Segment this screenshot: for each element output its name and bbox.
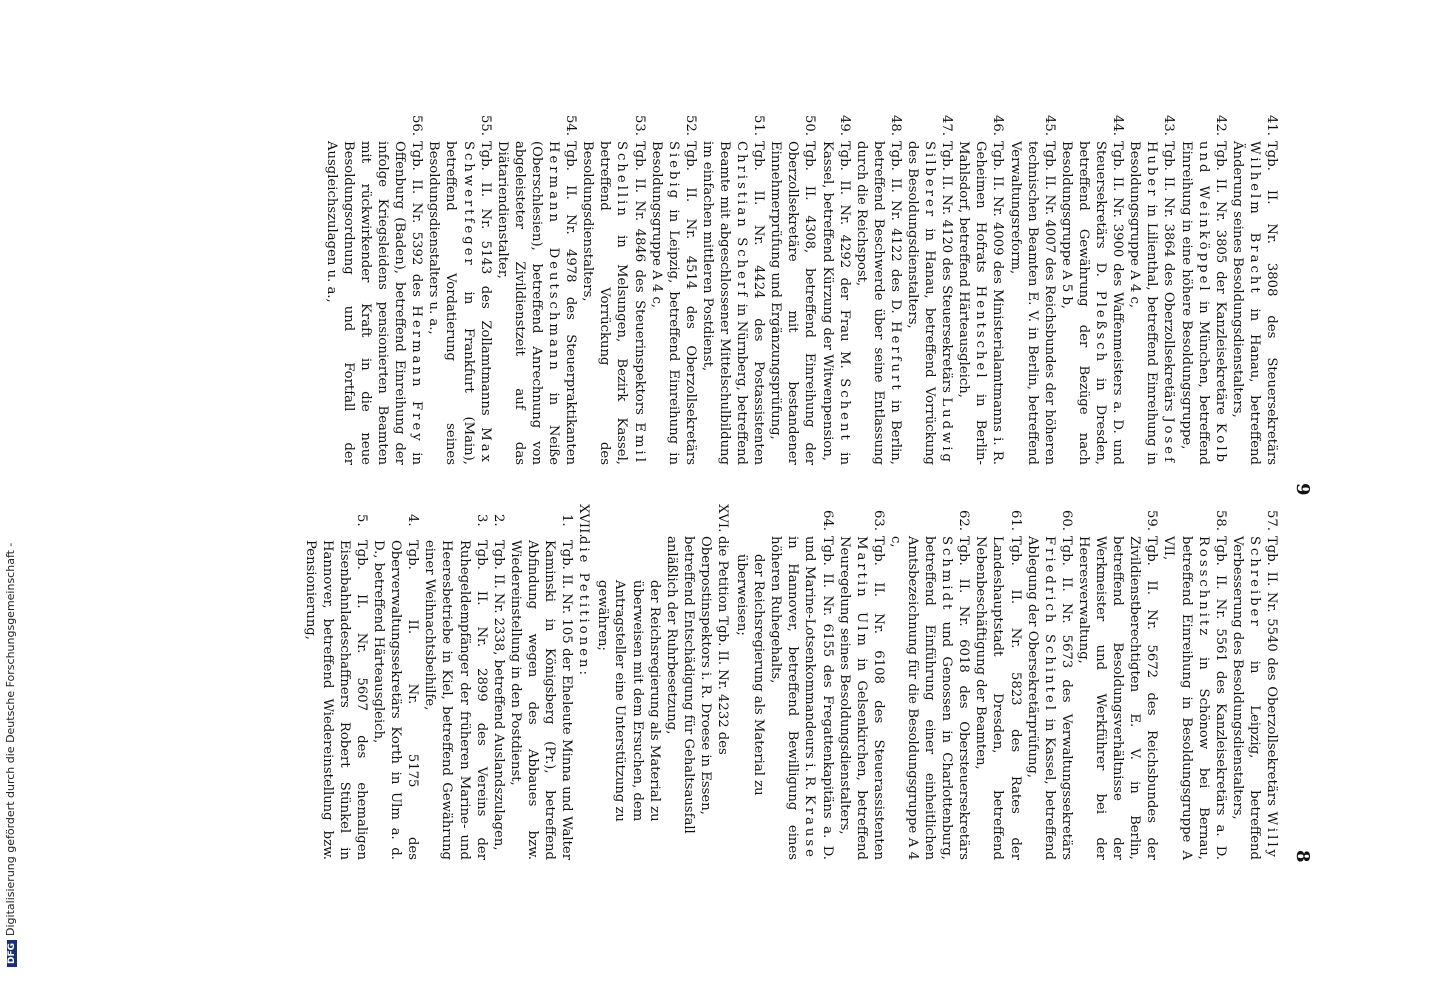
right-column: [302, 504, 1280, 860]
entry-number: 56.: [409, 115, 425, 136]
dfg-logo: DFG: [7, 940, 17, 967]
entry-text-continued: in Hanau, betreffend Vorrückung des Besoldungsdienstalters,: [905, 141, 938, 465]
petition-entry: [1007, 115, 1058, 465]
entry-number: 53.: [631, 115, 647, 136]
entry-text: Tgb. II. Nr. 3808 des Steuersekretärs: [1264, 141, 1279, 465]
section-xvi: [594, 504, 731, 860]
entry-number: 61.: [1007, 510, 1023, 531]
entry-number: 48.: [887, 115, 903, 136]
entry-text: Tgb. II. Nr. 5673 des Verwaltungssekretärs: [1058, 536, 1074, 860]
entry-text: Tgb. II. Nr. 5143 des Zollamtmanns: [477, 141, 493, 428]
entry-number: 41.: [1264, 115, 1279, 136]
petitioner-name: Siebig: [665, 141, 681, 202]
petition-entry: [836, 510, 887, 860]
entry-text: Tgb. II. Nr. 4978 des Steuerpraktikanten: [563, 141, 579, 465]
petitioner-name: Wilhelm Bracht: [1246, 141, 1262, 296]
subitem-number: 2.: [490, 514, 506, 527]
subitem-text: Tgb. II. Nr. 5607 des ehemaligen Eisenbahnladeschaffners Robert Stünkel in Hannover, betreffend Wiedereinstellung bzw. Pensionierung,: [302, 540, 370, 860]
entry-text-continued: in Hannover, betreffend Bewilligung eines höheren Ruhegehalts,: [768, 536, 801, 860]
entry-text: Tgb. II. Nr. 6155 des Fregattenkapitäns a. D. und Marine-Lotsenkommandeurs i. R.: [802, 536, 835, 860]
petition-entry: [853, 115, 904, 465]
section-xvii-heading: die Petitionen:: [576, 536, 592, 678]
entry-number: 64.: [819, 510, 835, 531]
left-column: [323, 115, 1280, 465]
entry-number: 42.: [1212, 115, 1228, 136]
petitioner-name: Hermann Deutschmann: [546, 141, 562, 373]
petitioner-name: Schent: [836, 378, 852, 443]
entry-text: Tgb. II. Nr. 4424 des Postassistenten: [751, 141, 767, 465]
petition-entry: [904, 115, 955, 465]
entry-text: Tgb. II. Nr. 4292 der Frau M.: [836, 141, 852, 379]
petition-subitem: [507, 510, 575, 860]
petition-entry: [1160, 510, 1228, 860]
petition-entry: [1126, 115, 1177, 465]
entry-text-continued: in München, betreffend Einreihung in eine höhere Besoldungsgruppe,: [1178, 141, 1211, 465]
entry-text: Tgb. II. Nr. 4009 des Ministerialamtmanns i. R. Geheimen Hofrats: [973, 141, 1006, 465]
entry-number: 52.: [682, 115, 698, 136]
petitioner-name: Schmidt: [939, 536, 955, 613]
entry-text-continued: in Neiße (Oberschlesien), betreffend Anrechnung von abgeleisteter Zivildienstzeit auf das Diätariendienstalter,: [494, 141, 562, 465]
petition-entry: [767, 115, 818, 465]
petition-entry: [1229, 510, 1280, 860]
subitem-text: Tgb. II. Nr. 105 der Eheleute Minna und Walter Kaminski in Königsberg (Pr.), betreffend Abfindung wegen des Abbaues bzw. Wiedereinstellung in den Postdienst,: [507, 540, 575, 860]
scanned-page: [125, 115, 1313, 885]
section-xvi-decision: der Reichsregierung als Material zu überweisen mit dem Ersuchen, dem Antragsteller eine Unterstützung zu gewähren;: [595, 580, 662, 822]
entry-number: 49.: [836, 115, 852, 136]
entry-text-continued: in Schönow bei Bernau, betreffend Einreihung in Besoldungsgruppe A VII,: [1161, 536, 1211, 860]
entry-text-continued: in Gelsenkirchen, betreffend Neuregelung seines Besoldungsdienstalters,: [836, 536, 869, 860]
petition-subitem: [421, 510, 489, 860]
section-xvi-text: die Petition Tgb. II. Nr. 4232 des Oberpostinspektors i. R. Droese in Essen, betreffend Entschädigung für Gehaltsausfall anläßlich der Ruhrbesetzung,: [663, 536, 730, 834]
subitem-number: 3.: [473, 514, 489, 527]
entry-number: 45.: [1041, 115, 1057, 136]
entry-text: Tgb. II. Nr. 5561 des Kanzleisekretärs a. D.: [1212, 536, 1228, 860]
petitioner-name: Friedrich Schintel: [1041, 536, 1057, 713]
credit-text: Digitalisierung gefördert durch die Deutsche Forschungsgemeinschaft -: [4, 542, 17, 936]
section-xvii: [575, 504, 592, 860]
section-xvii-number: XVII.: [576, 504, 592, 538]
petition-entry: [767, 510, 835, 860]
entry-text-continued: in Lilienthal, betreffend Einreihung in Besoldungsgruppe A 4 c,: [1127, 141, 1160, 465]
entry-text: Tgb. II. Nr. 5540 des Oberzollsekretärs: [1264, 536, 1279, 812]
petition-entry: [972, 510, 1023, 860]
entry-text-continued: in Kassel, betreffend Kürzung der Witwenpension,: [819, 141, 852, 466]
subitem-text: Tgb. II. Nr. 2338, betreffend Auslandszulagen,: [490, 540, 506, 851]
entry-text-continued: in Kassel, betreffend Ablegung der Obersekretärprüfung,: [1024, 536, 1057, 860]
entry-number: 46.: [990, 115, 1006, 136]
petition-subitem: [370, 510, 421, 860]
petition-entry: [955, 115, 1006, 465]
entry-text: Tgb. II. Nr. 5823 des Rates der Landeshauptstadt Dresden, betreffend Nebenbeschäftigung der Beamten,: [973, 536, 1023, 860]
petition-subitem: [490, 510, 507, 860]
subitem-number: 1.: [559, 514, 575, 527]
petitioner-name: Ludwig Silberer: [922, 141, 955, 465]
petition-subitem: [302, 510, 370, 860]
entry-text: Tgb. II. Nr. 6108 des Steuerassistenten: [870, 536, 886, 860]
petitioner-name: Rosschnitz: [1195, 536, 1211, 639]
entry-number: 58.: [1212, 510, 1228, 531]
page-number-left: 9: [1292, 483, 1313, 496]
petitioner-name: Josef Huber: [1144, 141, 1177, 465]
entry-number: 63.: [870, 510, 886, 531]
entry-number: 57.: [1264, 510, 1279, 531]
entry-number: 44.: [1110, 115, 1126, 136]
entry-text-continued: in Hanau, betreffend Änderung seines Besoldungsdienstalters,: [1229, 141, 1262, 465]
petition-entry: [1229, 115, 1280, 465]
petition-entry: [425, 115, 493, 465]
entry-number: 54.: [563, 115, 579, 136]
entry-text: Tgb. II. Nr. 4007 des Reichsbundes der höheren technischen Beamten E. V. in Berlin, betreffend Verwaltungsreform,: [1007, 141, 1057, 465]
section-xvi-number: XVI.: [715, 504, 730, 533]
entry-text: Tgb. II. Nr. 5392 des: [409, 141, 425, 306]
petitioner-name: Hermann Frey: [409, 305, 425, 444]
petitioner-name: Pleßsch: [1093, 290, 1109, 365]
section-xvii-items: [302, 510, 576, 860]
entry-number: 51.: [751, 115, 767, 136]
entry-text-continued: in Berlin-Mahlsdorf, betreffend Härteausgleich,: [956, 141, 989, 465]
petitioner-name: Willy Schreiber: [1246, 536, 1279, 860]
digitization-credit: [0, 0, 22, 1000]
petitioner-name: Max Schwertfeger: [460, 141, 493, 465]
rotated-content: [125, 115, 1313, 885]
petition-entry: [1177, 115, 1228, 465]
subitem-number: 4.: [405, 514, 421, 527]
entry-text-continued: in Frankfurt (Main), betreffend Vordatierung seines Besoldungsdienstalters u. a.,: [426, 141, 476, 465]
entry-number: 43.: [1161, 115, 1177, 136]
petition-entry: [494, 115, 579, 465]
subitem-text: Tgb. II. Nr. 5175 des Oberverwaltungssekretärs Korth in Ulm a. d. D., betreffend Härteausgleich,: [371, 540, 421, 860]
entry-text-continued: in Leipzig, betreffend Verbesserung des Besoldungsdienstalters,: [1229, 536, 1262, 860]
petition-entry: [887, 510, 972, 860]
entry-text: Tgb. II. Nr. 4514 des Oberzollsekretärs: [682, 141, 698, 465]
petitioner-name: Emil Schellin: [614, 141, 647, 465]
petition-entry: [1024, 510, 1075, 860]
entries-57-64: [767, 510, 1280, 860]
entry-text: Tgb. II. Nr. 3900 des Waffenmeisters a. D. und Steuersekretärs D.: [1093, 141, 1126, 465]
petitioner-name: Martin Ulm: [853, 536, 869, 649]
entry-number: 47.: [939, 115, 955, 136]
entry-text: Tgb. II. 4308, betreffend Einreihung der Oberzollsekretäre mit bestandener Einnehmerprüfung und Ergänzungsprüfung,: [768, 141, 818, 465]
decision-after-64: der Reichsregierung als Material zu überweisen;: [734, 554, 767, 796]
entry-number: 60.: [1058, 510, 1074, 531]
entry-text: Tgb. II. Nr. 3864 des Oberzollsekretärs: [1161, 141, 1177, 418]
petitioner-name: Herfurt: [887, 321, 903, 393]
entry-text-continued: und Genossen in Charlottenburg, betreffend Einführung einer einheitlichen Amtsbezeichnung für die Besoldungsgruppe A 4 c,: [887, 536, 955, 860]
petitioner-name: Christian Scherf: [734, 141, 750, 300]
petition-entry: [818, 115, 852, 465]
petition-entry: [699, 115, 767, 465]
entry-text: Tgb. II. Nr. 4846 des Steuerinspektors: [631, 141, 647, 423]
petition-entry: [1058, 115, 1126, 465]
entry-text-continued: in Offenburg (Baden), betreffend Einreihung der infolge Kriegsleidens pensionierten Beamten mit rückwirkender Kraft in die neue Besoldungsordnung und Fortfall der Ausgleichszulagen u. a.,: [323, 141, 425, 465]
petitioner-name: Krause: [802, 794, 818, 860]
entry-text-continued: in Dresden, betreffend Gewährung der Bezüge nach Besoldungsgruppe A 5 b,: [1058, 141, 1109, 465]
petition-entry: [1075, 510, 1160, 860]
subitem-text: Tgb. II. Nr. 2899 des Vereins der Ruhegeldempfänger der früheren Marine- und Heeresbetriebe in Kiel, betreffend Gewährung einer Weihnachtsbeihilfe,: [422, 540, 489, 860]
entry-text: Tgb. II. Nr. 4120 des Steuersekretärs: [939, 141, 955, 398]
petitioner-name: Kolb und Weinköppel: [1195, 141, 1228, 465]
entry-number: 55.: [477, 115, 493, 136]
entry-number: 50.: [802, 115, 818, 136]
petition-entry: [579, 115, 647, 465]
subitem-number: 5.: [354, 514, 370, 527]
entry-text-continued: in Berlin, betreffend Beschwerde über seine Entlassung durch die Reichspost,: [853, 141, 903, 465]
petition-entry: [648, 115, 699, 465]
entry-number: 59.: [1144, 510, 1160, 531]
entry-text: Tgb. II. Nr. 5672 des Reichsbundes der Zivildienstberechtigten E. V. in Berlin, betreffend Besoldungsverhältnisse der Werkmeister und Werkführer bei der Heeresverwaltung,: [1075, 536, 1160, 860]
entry-text: Tgb. II. Nr. 3805 der Kanzleisekretäre: [1212, 141, 1228, 423]
petitioner-name: Hentschel: [973, 285, 989, 381]
petition-entry: [323, 115, 426, 465]
entry-text-continued: in Nürnberg, betreffend Beamte mit abgeschlossener Mittelschulbildung im einfachen mittleren Postdienst,: [699, 141, 750, 465]
entry-text: Tgb. II. Nr. 6018 des Obersteuersekretärs: [956, 536, 972, 860]
page-number-right: 8: [1292, 850, 1313, 863]
entry-text: Tgb. II. Nr. 4122 des D.: [887, 141, 903, 322]
entry-number: 62.: [956, 510, 972, 531]
entry-text-continued: in Melsungen, Bezirk Kassel, betreffend Vorrückung des Besoldungsdienstalters,: [580, 141, 630, 465]
entry-text-continued: in Leipzig, betreffend Einreihung in Besoldungsgruppe A 4 c,: [648, 141, 681, 465]
